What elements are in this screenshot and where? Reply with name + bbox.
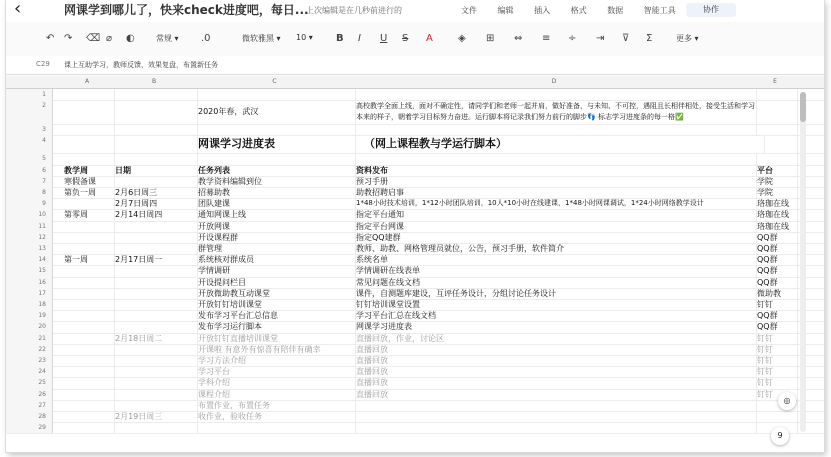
- cell-e[interactable]: QQ群: [755, 232, 798, 243]
- row-number-label: 5: [42, 155, 46, 163]
- cell-a[interactable]: [62, 232, 115, 243]
- cell-c[interactable]: 群管理: [196, 243, 356, 254]
- cell-d[interactable]: 高校教学全面上线，面对不确定性，请同学们和老师一起并肩，做好准备，与未知、不可控，遇阻且长相伴相处，接受生活和学习本来的样子，朝着学习目标努力奋进。运行脚本将记录我们努力前行的脚步👣 标志学习进度条的每一格✅: [354, 100, 757, 124]
- cell-e[interactable]: [755, 153, 798, 164]
- underline-icon[interactable]: U: [380, 33, 388, 44]
- row-number[interactable]: [6, 277, 53, 288]
- cell-a[interactable]: [62, 310, 115, 321]
- cell-a[interactable]: [62, 135, 115, 153]
- number-format-label: 常规: [156, 34, 172, 43]
- cell-b[interactable]: 2月7日周四: [113, 198, 198, 209]
- cell-d[interactable]: 直播回放: [354, 355, 757, 366]
- column-header-a[interactable]: A: [84, 78, 90, 85]
- cell-e[interactable]: 钉钉: [755, 344, 798, 355]
- cell-b[interactable]: [113, 100, 198, 124]
- number-format-select[interactable]: 常规 ▾: [156, 34, 179, 43]
- row-number[interactable]: [6, 288, 53, 299]
- cell-a[interactable]: 第零周: [62, 209, 115, 220]
- border-icon[interactable]: ⊞: [486, 33, 495, 44]
- font-size-select[interactable]: 10 ▾: [296, 33, 313, 42]
- cell-a[interactable]: [62, 153, 115, 164]
- cell-c[interactable]: 开设课程群: [196, 232, 356, 243]
- font-size-label: 10: [296, 33, 307, 42]
- row-number[interactable]: [6, 243, 53, 254]
- cell-b[interactable]: [113, 400, 198, 411]
- cell-e[interactable]: 钉钉: [755, 366, 798, 377]
- redo-icon[interactable]: ↷: [64, 33, 73, 44]
- row-number-label: 8: [42, 189, 46, 196]
- row-number[interactable]: [6, 265, 53, 276]
- cell-b[interactable]: [113, 366, 198, 377]
- cell-b[interactable]: [113, 221, 198, 232]
- cell-e[interactable]: 钉钉: [755, 299, 798, 310]
- cell-e[interactable]: 珞珈在线: [755, 198, 798, 209]
- cell-c[interactable]: 开设提问栏目: [196, 277, 356, 288]
- row-number-label: 23: [38, 357, 46, 364]
- cell-b[interactable]: [113, 377, 198, 388]
- cell-e[interactable]: [755, 89, 798, 100]
- row-number[interactable]: [6, 187, 53, 198]
- cell-d[interactable]: 系统名单: [354, 254, 757, 265]
- row-number-label: 4: [42, 137, 46, 145]
- cell-a[interactable]: [62, 100, 115, 124]
- row-number[interactable]: [6, 389, 53, 400]
- menu-insert[interactable]: 插入: [534, 6, 551, 15]
- row-number[interactable]: [6, 176, 53, 187]
- cell-e[interactable]: 学院: [755, 176, 798, 187]
- row-number-label: 25: [38, 379, 46, 387]
- cell-e[interactable]: 钉钉: [755, 377, 798, 388]
- cell-c[interactable]: 系统核对群成员: [196, 254, 356, 265]
- row-number-label: 13: [38, 245, 46, 252]
- cell-d[interactable]: 常见问题在线文档: [354, 277, 757, 288]
- row-number[interactable]: [6, 209, 53, 220]
- row-number[interactable]: [6, 153, 53, 164]
- cell-d[interactable]: 助教招聘启事: [354, 187, 757, 198]
- cell-e[interactable]: 平台: [755, 165, 798, 176]
- collab-button[interactable]: [686, 3, 736, 17]
- row-number[interactable]: [6, 333, 53, 344]
- cell-e[interactable]: [755, 411, 798, 422]
- cell-a[interactable]: [62, 243, 115, 254]
- menu-format[interactable]: 格式: [570, 6, 587, 15]
- cell-a[interactable]: [62, 221, 115, 232]
- cell-c[interactable]: 学科介绍: [196, 377, 356, 388]
- cell-c[interactable]: 开放微助教互动课堂: [196, 288, 356, 299]
- menu-bar: [461, 5, 694, 16]
- cell-d[interactable]: 直播回放: [354, 377, 757, 388]
- cell-c[interactable]: 团队建课: [196, 198, 356, 209]
- toolbar: [6, 22, 824, 57]
- row-number[interactable]: [6, 422, 53, 433]
- cell-c[interactable]: 招募助教: [196, 187, 356, 198]
- cell-c[interactable]: 开放网课: [196, 221, 356, 232]
- cell-b[interactable]: [113, 299, 198, 310]
- column-header-e[interactable]: E: [773, 78, 777, 85]
- format-painter-icon[interactable]: ⌫: [86, 33, 101, 44]
- row-number[interactable]: [6, 366, 53, 377]
- row-number-label: 6: [42, 166, 46, 174]
- cell-b[interactable]: [113, 265, 198, 276]
- cell-b[interactable]: [113, 232, 198, 243]
- row-number[interactable]: [6, 400, 53, 411]
- row-number-label: 22: [38, 345, 46, 353]
- cell-d[interactable]: [354, 411, 757, 422]
- cell-a[interactable]: [62, 299, 115, 310]
- cell-a[interactable]: [62, 389, 115, 400]
- font-family-select[interactable]: 微软雅黑 ▾: [242, 34, 281, 43]
- cell-a[interactable]: 第负一周: [62, 187, 115, 198]
- cell-c[interactable]: 通知网课上线: [196, 209, 356, 220]
- row-number[interactable]: [6, 100, 53, 124]
- cell-e[interactable]: QQ群: [755, 243, 798, 254]
- column-header-c[interactable]: C: [272, 78, 277, 85]
- row-number-label: 9: [42, 200, 46, 208]
- menu-data[interactable]: 数据: [607, 6, 624, 15]
- back-icon[interactable]: ‹: [14, 0, 22, 19]
- row-number[interactable]: [6, 165, 53, 176]
- cell-d[interactable]: 指定平台网课: [354, 221, 757, 232]
- row-number-label: 29: [38, 424, 46, 432]
- formula-input[interactable]: 课上互助学习，教师反馈，效果复盘，布置新任务: [64, 61, 218, 69]
- cell-a[interactable]: [62, 89, 115, 100]
- cell-a[interactable]: [62, 265, 115, 276]
- cell-d[interactable]: 课件，自测题库建设，互评任务设计，分组讨论任务设计: [354, 288, 757, 299]
- formula-bar: [6, 56, 824, 75]
- cell-c[interactable]: 学习平台: [196, 366, 356, 377]
- cell-d[interactable]: [354, 124, 757, 135]
- function-icon[interactable]: Σ: [646, 33, 653, 44]
- cell-c[interactable]: 开放钉钉直播培训课堂: [196, 333, 356, 344]
- cell-b[interactable]: [113, 310, 198, 321]
- cell-c[interactable]: 教学资料编辑到位: [196, 176, 356, 187]
- cell-c[interactable]: 开课啦 有意外有惊喜有陪伴有确幸: [196, 344, 356, 355]
- row-number[interactable]: [6, 310, 53, 321]
- cell-a[interactable]: [62, 355, 115, 366]
- collab-label: 协作: [703, 5, 719, 14]
- cell-b[interactable]: [113, 389, 198, 400]
- clear-format-icon[interactable]: ⌀: [106, 33, 113, 44]
- cell-d[interactable]: 钉钉培训课堂设置: [354, 299, 757, 310]
- row-number[interactable]: [6, 254, 53, 265]
- cell-b[interactable]: [113, 321, 198, 332]
- vertical-scrollbar[interactable]: [800, 92, 806, 432]
- cell-e[interactable]: [755, 124, 798, 135]
- cell-e[interactable]: 学院: [755, 187, 798, 198]
- cell-c[interactable]: 收作业，验收任务: [196, 411, 356, 422]
- row-number-label: 14: [38, 256, 46, 264]
- cell-b[interactable]: [113, 124, 198, 135]
- row-number-label: 28: [38, 413, 46, 420]
- cell-e[interactable]: QQ群: [755, 310, 798, 321]
- cell-a[interactable]: [62, 198, 115, 209]
- row-number-label: 11: [38, 222, 46, 230]
- row-number-label: 10: [38, 211, 46, 219]
- spreadsheet-grid: [6, 76, 824, 452]
- filter-icon[interactable]: ⊽: [622, 33, 630, 44]
- cell-d[interactable]: 资料发布: [354, 165, 757, 176]
- cell-e[interactable]: 钉钉: [755, 389, 798, 400]
- cell-c[interactable]: [196, 422, 356, 433]
- cell-a[interactable]: [62, 124, 115, 135]
- italic-icon[interactable]: I: [358, 33, 361, 44]
- assistant-button[interactable]: ◎: [778, 392, 796, 410]
- align-left-icon[interactable]: ≡: [542, 33, 551, 44]
- table-row: [6, 422, 824, 434]
- row-number-label: 27: [38, 401, 46, 409]
- cell-b[interactable]: 2月6日周三: [113, 187, 198, 198]
- row-number[interactable]: [6, 411, 53, 422]
- toggle-icon[interactable]: ◐: [126, 33, 135, 44]
- cell-b[interactable]: [113, 422, 198, 433]
- cell-a[interactable]: [62, 422, 115, 433]
- undo-icon[interactable]: ↶: [46, 33, 55, 44]
- cell-b[interactable]: [113, 288, 198, 299]
- row-number-label: 7: [42, 177, 46, 185]
- cell-c[interactable]: [196, 89, 356, 100]
- row-number-label: 18: [38, 301, 46, 308]
- column-header-b[interactable]: B: [151, 78, 157, 85]
- cell-d[interactable]: 教师、助教、网格管理员就位，公告，预习手册，软件简介: [354, 243, 757, 254]
- cell-reference[interactable]: C29: [36, 60, 50, 68]
- cell-c[interactable]: 学情调研: [196, 265, 356, 276]
- cell-a[interactable]: [62, 344, 115, 355]
- row-number[interactable]: [6, 299, 53, 310]
- table-row: [6, 135, 824, 154]
- cell-e[interactable]: 珞珈在线: [755, 209, 798, 220]
- cell-c[interactable]: 课程介绍: [196, 389, 356, 400]
- row-number-label: 21: [38, 334, 46, 342]
- cell-d[interactable]: 直播回放: [354, 344, 757, 355]
- row-number-label: 1: [42, 91, 46, 98]
- row-number[interactable]: [6, 124, 53, 135]
- merge-icon[interactable]: ⇔: [514, 33, 523, 44]
- cell-d[interactable]: 学情调研在线表单: [354, 265, 757, 276]
- cell-b[interactable]: [113, 243, 198, 254]
- cell-a[interactable]: [62, 321, 115, 332]
- strikethrough-icon[interactable]: S: [402, 33, 409, 44]
- cell-a[interactable]: [62, 277, 115, 288]
- row-number[interactable]: [6, 377, 53, 388]
- cell-e[interactable]: QQ群: [755, 265, 798, 276]
- row-number[interactable]: [6, 232, 53, 243]
- cell-a[interactable]: [62, 333, 115, 344]
- cell-b[interactable]: [113, 176, 198, 187]
- row-number[interactable]: [6, 221, 53, 232]
- cell-b[interactable]: 日期: [113, 165, 198, 176]
- cell-d[interactable]: 网课学习进度表: [354, 321, 757, 332]
- cell-b[interactable]: [113, 344, 198, 355]
- row-number-label: 2: [42, 102, 46, 110]
- cell-d[interactable]: 直播回放: [354, 389, 757, 400]
- cell-d[interactable]: 直播回放，作业，讨论区: [354, 333, 757, 344]
- cell-d[interactable]: 指定平台通知: [354, 209, 757, 220]
- cell-a[interactable]: [62, 411, 115, 422]
- row-number-label: 17: [38, 289, 46, 297]
- cell-a[interactable]: [62, 400, 115, 411]
- column-header-row: [6, 76, 824, 89]
- cell-e[interactable]: [755, 100, 798, 124]
- cell-b[interactable]: 2月18日周二: [113, 333, 198, 344]
- cell-a[interactable]: 寒假备课: [62, 176, 115, 187]
- menu-file[interactable]: 文件: [461, 6, 477, 15]
- cell-c[interactable]: [196, 124, 356, 135]
- cell-c[interactable]: 发布学习平台汇总信息: [196, 310, 356, 321]
- cell-c[interactable]: 任务列表: [196, 165, 356, 176]
- cell-e[interactable]: 钉钉: [755, 355, 798, 366]
- cell-d[interactable]: （网上课程教与学运行脚本）: [354, 135, 765, 153]
- row-number-label: 3: [42, 126, 46, 134]
- cell-c[interactable]: 开放钉钉培训课堂: [196, 299, 356, 310]
- cell-b[interactable]: [113, 135, 198, 153]
- cell-e[interactable]: QQ群: [755, 254, 798, 265]
- cell-d[interactable]: 直播回放: [354, 366, 757, 377]
- row-number-label: 15: [38, 267, 46, 275]
- cell-e[interactable]: [755, 135, 798, 153]
- row-number[interactable]: [6, 321, 53, 332]
- decimal-icon[interactable]: .0: [201, 33, 211, 44]
- more-button[interactable]: 更多 ▾: [676, 34, 699, 43]
- row-number[interactable]: [6, 89, 53, 100]
- row-number[interactable]: [6, 135, 53, 153]
- cell-e[interactable]: QQ群: [755, 321, 798, 332]
- cell-b[interactable]: [113, 153, 198, 164]
- cell-c[interactable]: [196, 153, 356, 164]
- cell-d[interactable]: 1*48小时技术培训，1*12小时团队培训，10人*10小时在线建课，1*48小时网课调试，1*24小时网络教学设计: [354, 198, 757, 209]
- cell-c[interactable]: 学习方法介绍: [196, 355, 356, 366]
- cell-c[interactable]: 布置作业，布置任务: [196, 400, 356, 411]
- cell-a[interactable]: 第一周: [62, 254, 115, 265]
- document-title[interactable]: 网课学到哪儿了，快来check进度吧，每日...: [64, 3, 309, 17]
- cell-d[interactable]: 指定QQ建群: [354, 232, 757, 243]
- fill-color-icon[interactable]: ◈: [458, 33, 466, 44]
- cell-b[interactable]: 2月14日周四: [113, 209, 198, 220]
- cell-b[interactable]: 2月17日周一: [113, 254, 198, 265]
- row-number[interactable]: [6, 355, 53, 366]
- page-indicator-label: 9: [777, 431, 783, 440]
- cell-b[interactable]: [113, 89, 198, 100]
- cell-e[interactable]: 珞珈在线: [755, 221, 798, 232]
- bold-icon[interactable]: B: [336, 33, 344, 44]
- font-family-label: 微软雅黑: [242, 34, 274, 43]
- cell-a[interactable]: [62, 366, 115, 377]
- table-row: [6, 100, 824, 125]
- menu-smart-tools[interactable]: 智能工具: [643, 6, 676, 15]
- save-status: 上次编辑是在几秒前进行的: [306, 6, 402, 15]
- cell-b[interactable]: 2月19日周三: [113, 411, 198, 422]
- page-indicator[interactable]: [771, 427, 789, 445]
- cell-a[interactable]: 教学周: [62, 165, 115, 176]
- menu-edit[interactable]: 编辑: [497, 6, 514, 15]
- cell-d[interactable]: [354, 422, 757, 433]
- cell-d[interactable]: 学习平台汇总在线文档: [354, 310, 757, 321]
- cell-e[interactable]: 微助教: [755, 288, 798, 299]
- row-number-label: 16: [38, 278, 46, 286]
- row-number-label: 24: [38, 368, 46, 376]
- cell-c[interactable]: 网课学习进度表: [196, 135, 356, 153]
- cell-d[interactable]: [354, 400, 757, 411]
- row-number[interactable]: [6, 198, 53, 209]
- cell-d[interactable]: [354, 153, 757, 164]
- cell-e[interactable]: 钉钉: [755, 333, 798, 344]
- screenshot-frame: [6, 0, 824, 452]
- wrap-icon[interactable]: ⇥: [596, 33, 605, 44]
- cell-c[interactable]: 发布学习运行脚本: [196, 321, 356, 332]
- row-number-label: 20: [38, 323, 46, 331]
- font-color-icon[interactable]: A: [426, 33, 433, 44]
- scrollbar-thumb[interactable]: [800, 92, 806, 122]
- align-vertical-icon[interactable]: ÷: [568, 33, 577, 44]
- cell-b[interactable]: [113, 277, 198, 288]
- cell-a[interactable]: [62, 288, 115, 299]
- row-number-label: 19: [38, 312, 46, 320]
- cell-c[interactable]: 2020年春，武汉: [196, 100, 356, 124]
- row-number[interactable]: [6, 344, 53, 355]
- row-number-label: 12: [38, 233, 46, 241]
- more-label: 更多: [676, 34, 692, 43]
- cell-b[interactable]: [113, 355, 198, 366]
- row-number-label: 26: [38, 390, 46, 398]
- cell-d[interactable]: [354, 89, 757, 100]
- column-header-d[interactable]: D: [551, 78, 557, 85]
- cell-d[interactable]: 预习手册: [354, 176, 757, 187]
- cell-a[interactable]: [62, 377, 115, 388]
- title-bar: [6, 0, 824, 23]
- cell-e[interactable]: QQ群: [755, 277, 798, 288]
